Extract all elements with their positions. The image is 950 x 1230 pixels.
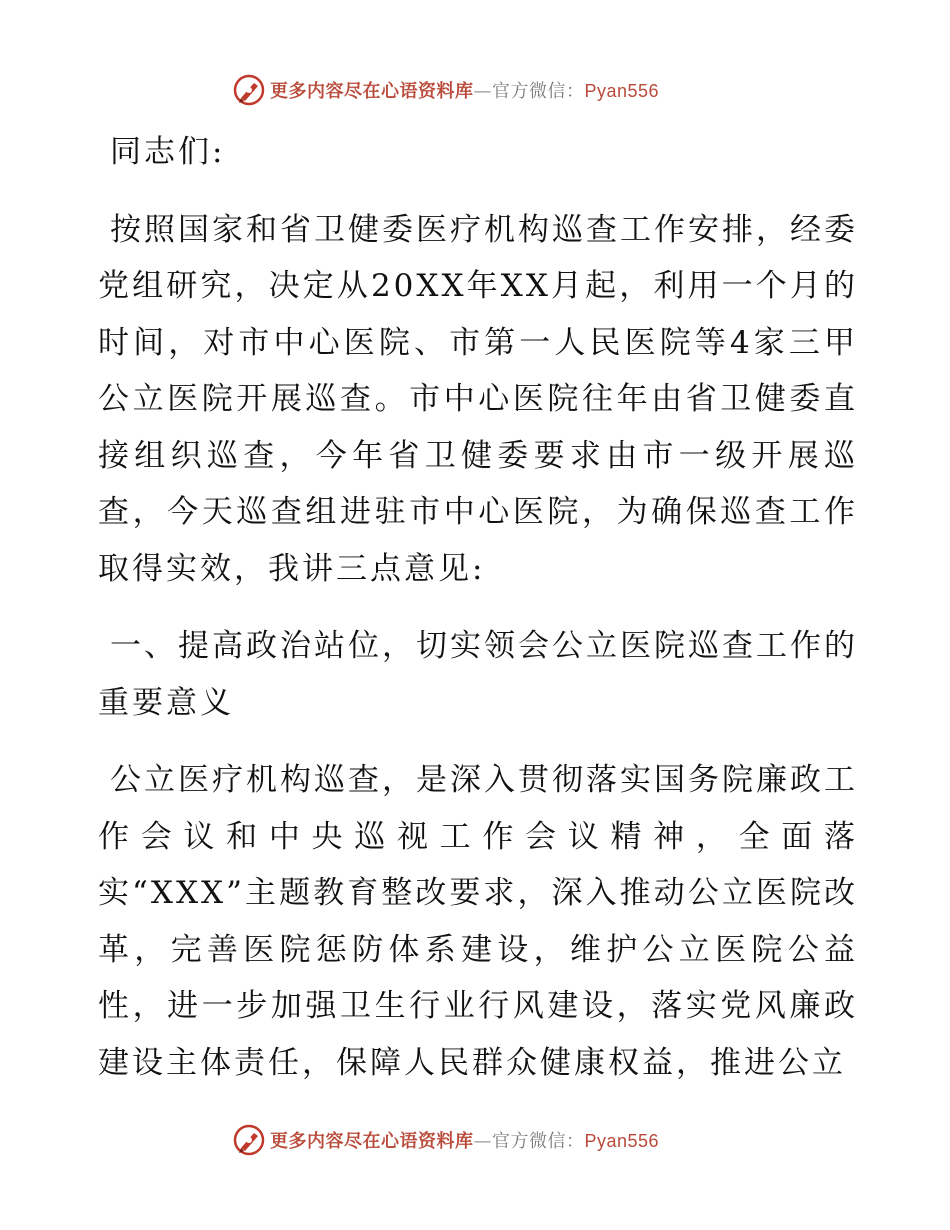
watermark-official: 官方微信： [492,81,585,102]
paragraph-section-1: 公立医疗机构巡查，是深入贯彻落实国务院廉政工作会议和中央巡视工作会议精神，全面落实“XXX”主题教育整改要求，深入推动公立医院改革，完善医院惩防体系建设，维护公立医院公益性，进一步加强卫生行业行风建设，落实党风廉政建设主体责任，保障人民群众健康权益，推进公立 [98,762,858,1081]
document-body [98,124,858,1112]
watermark-text [270,77,659,103]
greeting: 同志们: [110,134,226,170]
watermark-handle: Pyan556 [584,1131,660,1151]
watermark-handle: Pyan556 [584,81,660,101]
watermark-separator: — [473,81,492,102]
pen-logo-icon [232,73,266,107]
watermark-footer [232,1120,659,1160]
paragraph-intro: 按照国家和省卫健委医疗机构巡查工作安排，经委党组研究，决定从20XX年XX月起，利用一个月的时间，对市中心医院、市第一人民医院等4家三甲公立医院开展巡查。市中心医院往年由省卫健委直接组织巡查，今年省卫健委要求由市一级开展巡查，今天巡查组进驻市中心医院，为确保巡查工作取得实效，我讲三点意见: [98,211,858,587]
watermark-brand: 更多内容尽在心语资料库 [270,81,474,102]
pen-logo-icon [232,1123,266,1157]
watermark-brand: 更多内容尽在心语资料库 [270,1131,474,1152]
watermark-text [270,1127,659,1153]
watermark-separator: — [473,1131,492,1152]
watermark-official: 官方微信： [492,1131,585,1152]
watermark-header [232,70,659,110]
section-heading-1: 一、提高政治站位，切实领会公立医院巡查工作的重要意义 [98,628,858,721]
